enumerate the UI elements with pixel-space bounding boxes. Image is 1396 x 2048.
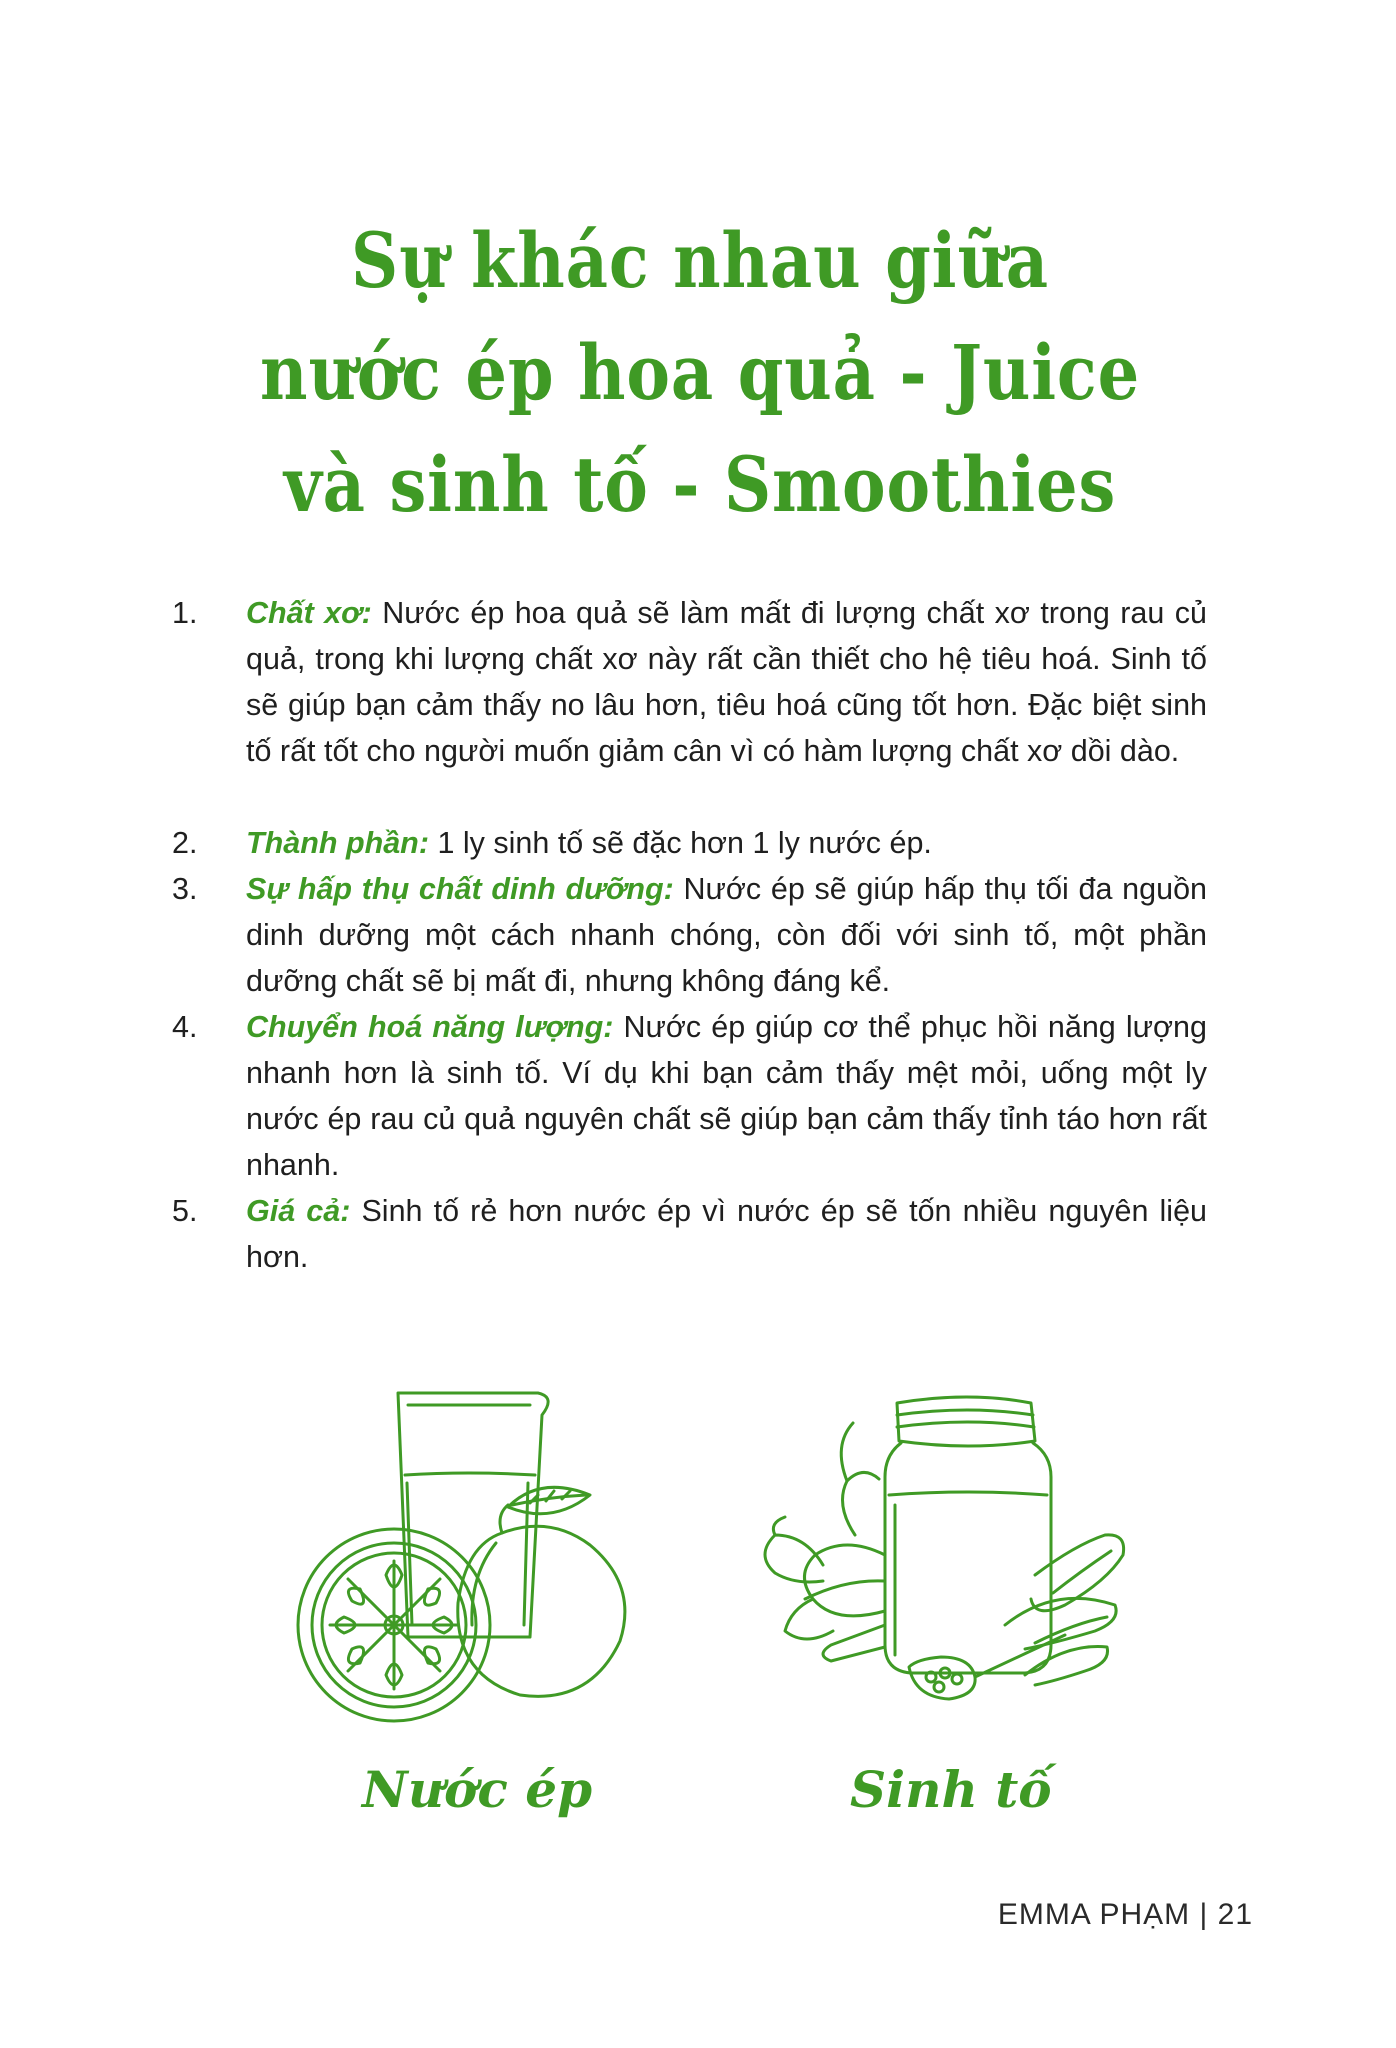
list-term: Thành phần: xyxy=(246,826,429,860)
smoothie-illustration-icon xyxy=(735,1385,1135,1725)
list-number: 2. xyxy=(172,826,198,860)
list-item xyxy=(172,590,1207,820)
list-number: 5. xyxy=(172,1194,198,1228)
page-title xyxy=(227,205,1173,541)
list-text: 1 ly sinh tố sẽ đặc hơn 1 ly nước ép. xyxy=(428,826,932,860)
comparison-list xyxy=(172,590,1207,1280)
list-term: Chất xơ: xyxy=(246,596,372,630)
list-item xyxy=(172,866,1207,1004)
page-footer: EMMA PHẠM | 21 xyxy=(997,1898,1253,1931)
list-text: Nước ép sẽ giúp hấp thụ tối đa nguồn dinh dưỡng một cách nhanh chóng, còn đối với sinh tố, một phần dưỡng chất sẽ bị mất đi, nhưng không đáng kể. xyxy=(246,872,1207,998)
title-line-2: nước ép hoa quả - Juice xyxy=(259,328,1141,417)
list-number: 4. xyxy=(172,1010,198,1044)
list-term: Sự hấp thụ chất dinh dưỡng: xyxy=(246,872,674,906)
list-number: 3. xyxy=(172,872,198,906)
list-number: 1. xyxy=(172,596,198,630)
list-item xyxy=(172,820,1207,866)
list-item xyxy=(172,1004,1207,1188)
juice-illustration-icon xyxy=(290,1375,650,1735)
list-text: Sinh tố rẻ hơn nước ép vì nước ép sẽ tốn nhiều nguyên liệu hơn. xyxy=(246,1194,1208,1274)
smoothie-caption: Sinh tố xyxy=(850,1760,1052,1819)
juice-caption: Nước ép xyxy=(362,1760,593,1819)
list-text: Nước ép hoa quả sẽ làm mất đi lượng chất xơ trong rau củ quả, trong khi lượng chất xơ này rất cần thiết cho hệ tiêu hoá. Sinh tố sẽ giúp bạn cảm thấy no lâu hơn, tiêu hoá cũng tốt hơn. Đặc biệt sinh tố rất tốt cho người muốn giảm cân vì có hàm lượng chất xơ dồi dào. xyxy=(246,596,1207,768)
list-item xyxy=(172,1188,1207,1280)
title-line-1: Sự khác nhau giữa xyxy=(351,216,1049,305)
list-term: Chuyển hoá năng lượng: xyxy=(246,1010,614,1044)
title-line-3: và sinh tố - Smoothies xyxy=(283,440,1117,529)
list-term: Giá cả: xyxy=(246,1194,351,1228)
list-text: Nước ép giúp cơ thể phục hồi năng lượng nhanh hơn là sinh tố. Ví dụ khi bạn cảm thấy mệt mỏi, uống một ly nước ép rau củ quả nguyên chất sẽ giúp bạn cảm thấy tỉnh táo hơn rất nhanh. xyxy=(246,1010,1207,1182)
